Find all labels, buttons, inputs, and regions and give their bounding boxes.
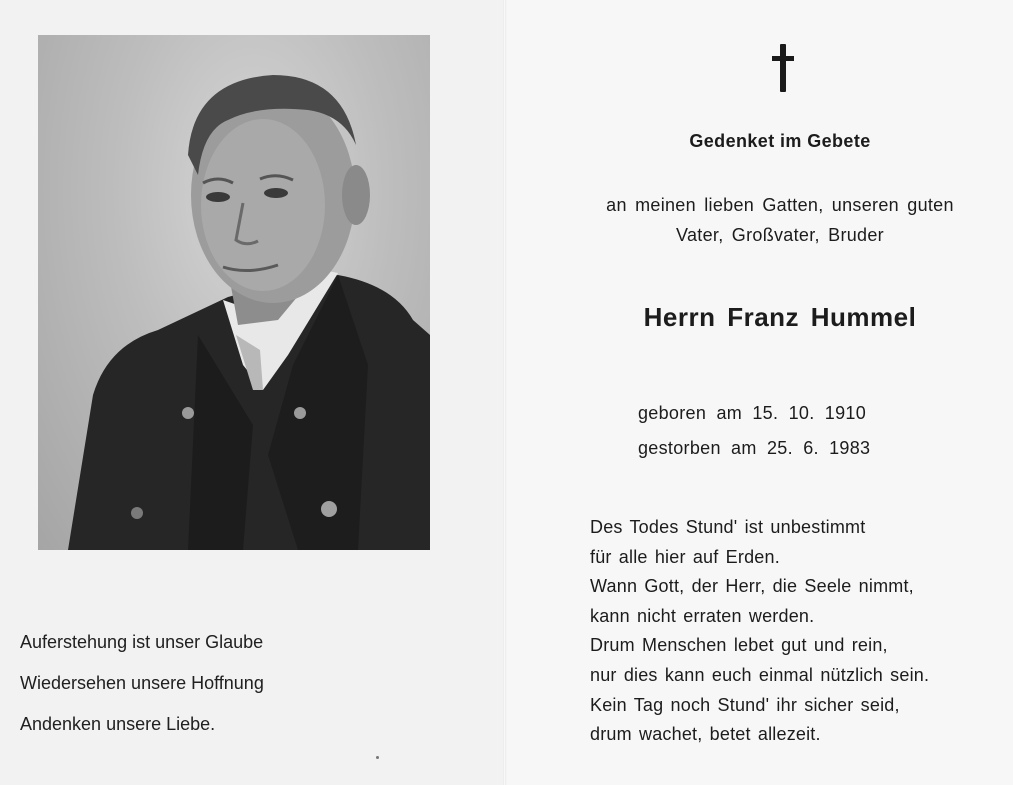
dedication-line: Vater, Großvater, Bruder [676,225,884,245]
poem-line: Kein Tag noch Stund' ihr sicher seid, [590,694,900,715]
birth-date: geboren am 15. 10. 1910 [638,403,867,423]
latin-cross-icon [772,44,794,92]
poem-line: drum wachet, betet allezeit. [590,724,821,745]
death-date: gestorben am 25. 6. 1983 [638,438,871,458]
motto-line: Andenken unsere Liebe. [20,714,216,734]
poem-line: Wann Gott, der Herr, die Seele nimmt, [590,576,914,597]
heading: Gedenket im Gebete [689,131,871,151]
poem-line: für alle hier auf Erden. [590,546,780,567]
dedication [547,190,1013,250]
dedication-line: an meinen lieben Gatten, unseren guten [606,195,954,215]
card-fold [503,0,506,785]
life-dates [638,396,870,466]
motto [20,622,264,745]
poem-line: Drum Menschen lebet gut und rein, [590,635,888,656]
poem-line: kann nicht erraten werden. [590,605,815,626]
deceased-name: Herrn Franz Hummel [643,302,917,332]
motto-line: Auferstehung ist unser Glaube [20,632,264,652]
poem [590,513,929,750]
motto-line: Wiedersehen unsere Hoffnung [20,673,264,693]
poem-line: nur dies kann euch einmal nützlich sein. [590,664,930,685]
poem-line: Des Todes Stund' ist unbestimmt [590,517,866,537]
paper-speck [376,756,379,759]
portrait-photo [38,35,430,550]
